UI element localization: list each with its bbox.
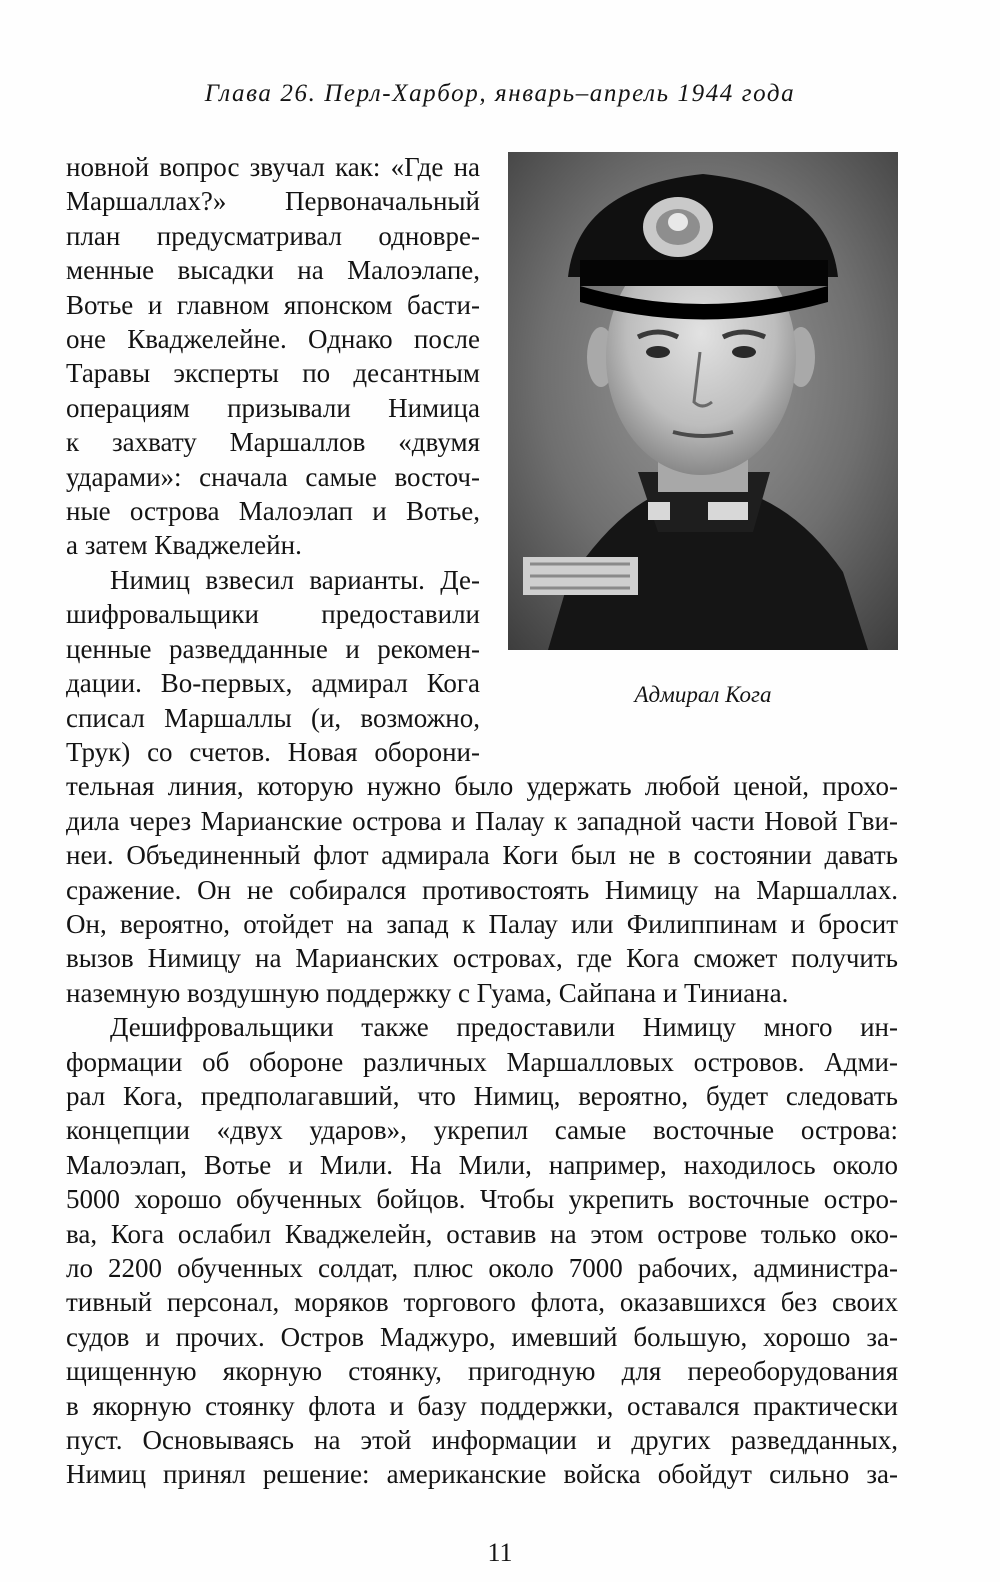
text-line: тельная линия, которую нужно было удержать любой ценой, прохо-: [66, 771, 898, 802]
text-line: дации. Во-первых, адмирал Кога: [66, 668, 480, 699]
body-text: [66, 150, 898, 1492]
text-line: ло 2200 обученных солдат, плюс около 7000 рабочих, администра-: [66, 1253, 898, 1283]
text-line: Маршаллах?» Первоначальный: [66, 186, 480, 217]
text-line: ва, Кога ослабил Кваджелейн, оставив на этом острове только око-: [66, 1218, 898, 1249]
text-line: менные высадки на Малоэлапе,: [66, 255, 480, 286]
text-line: новной вопрос звучал как: «Где на: [66, 152, 480, 182]
text-line: оне Кваджелейне. Однако после: [66, 324, 480, 355]
text-line: план предусматривал одновре-: [66, 220, 480, 251]
text-line: дила через Марианские острова и Палау к западной части Новой Гви-: [66, 805, 898, 836]
text-line: вызов Нимицу на Марианских островах, где Кога сможет получить: [66, 943, 898, 974]
text-line: Он, вероятно, отойдет на запад к Палау или Филиппинам и бросит: [66, 908, 898, 939]
text-line: списал Маршаллы (и, возможно,: [66, 702, 480, 733]
text-line: Нимиц принял решение: американские войска обойдут сильно за-: [66, 1459, 898, 1490]
text-line: сражение. Он не собирался противостоять Нимицу на Маршаллах.: [66, 874, 898, 905]
text-line: Таравы эксперты по десантным: [66, 358, 480, 389]
text-line: Дешифровальщики также предоставили Нимицу много ин-: [110, 1012, 898, 1043]
text-line: наземную воздушную поддержку с Гуама, Сайпана и Тиниана.: [66, 977, 789, 1008]
text-line: Нимиц взвесил варианты. Де-: [110, 564, 480, 595]
text-line: тивный персонал, моряков торгового флота, оказавшихся без своих: [66, 1287, 898, 1318]
text-line: Малоэлап, Вотье и Мили. На Мили, например, находилось около: [66, 1149, 898, 1180]
running-header: Глава 26. Перл-Харбор, январь–апрель 1944 года: [204, 80, 796, 107]
text-line: операциям призывали Нимица: [66, 392, 480, 423]
text-line: к захвату Маршаллов «двумя: [66, 427, 480, 458]
text-line: в якорную стоянку флота и базу поддержки, оставался практически: [66, 1390, 898, 1421]
text-line: Вотье и главном японском басти-: [66, 289, 480, 320]
text-line: формации об обороне различных Маршалловых островов. Адми-: [66, 1046, 898, 1077]
text-line: пуст. Основываясь на этой информации и других разведданных,: [66, 1425, 898, 1456]
text-line: концепции «двух ударов», укрепил самые восточные острова:: [66, 1115, 898, 1146]
text-line: неи. Объединенный флот адмирала Коги был не в состоянии давать: [66, 840, 898, 871]
text-line: шифровальщики предоставили: [66, 599, 480, 630]
text-line: ударами»: сначала самые восточ-: [66, 461, 480, 492]
text-line: Трук) со счетов. Новая оборони-: [66, 736, 480, 767]
text-line: судов и прочих. Остров Маджуро, имевший большую, хорошо за-: [66, 1321, 898, 1352]
text-line: ценные разведданные и рекомен-: [66, 633, 480, 664]
text-line: щищенную якорную стоянку, пригодную для переоборудования: [66, 1356, 898, 1387]
text-line: ные острова Малоэлап и Вотье,: [66, 496, 480, 527]
page-number: 11: [487, 1538, 513, 1567]
text-line: рал Кога, предполагавший, что Нимиц, вероятно, будет следовать: [66, 1080, 898, 1111]
text-line: а затем Кваджелейн.: [66, 530, 302, 561]
text-line: 5000 хорошо обученных бойцов. Чтобы укрепить восточные остро-: [66, 1184, 898, 1215]
figure-caption: Адмирал Кога: [634, 682, 772, 707]
